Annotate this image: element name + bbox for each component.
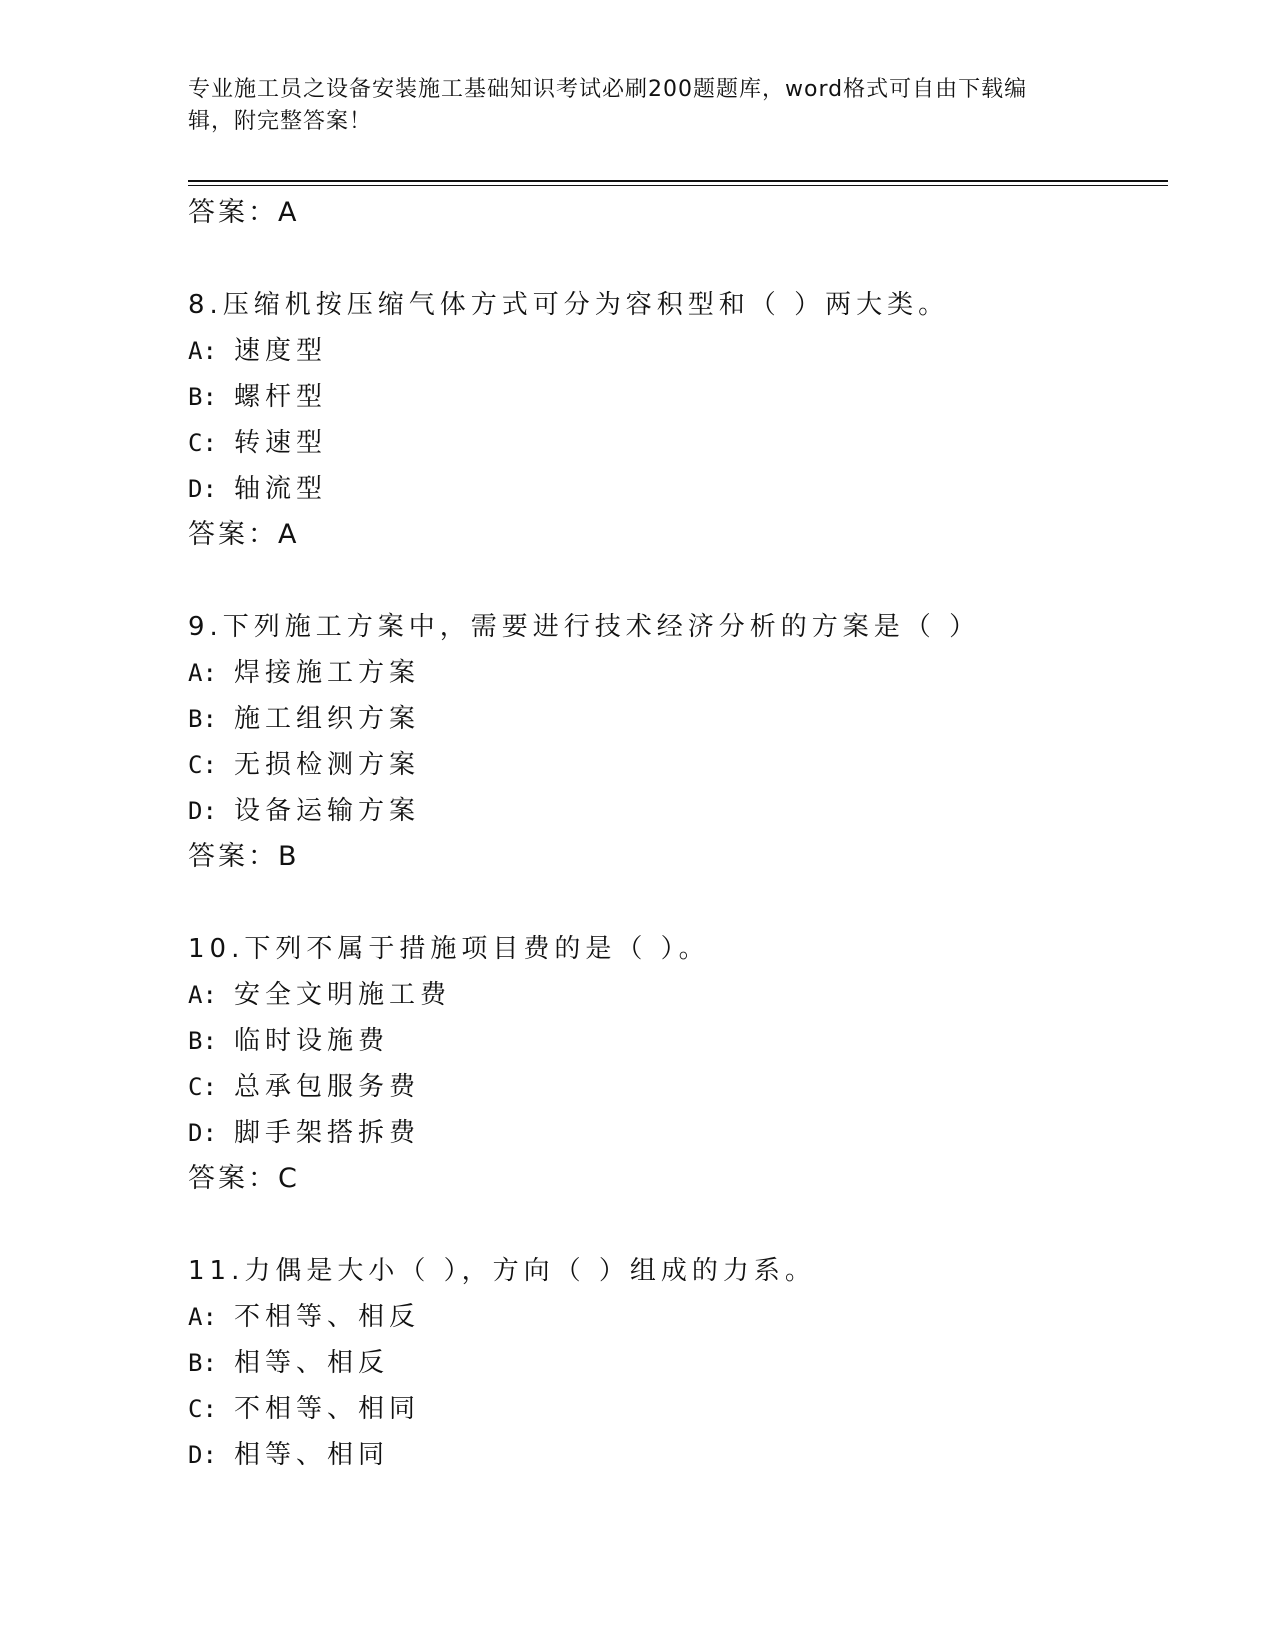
option-letter: A: <box>188 1303 217 1331</box>
option-letter: B: <box>188 383 217 411</box>
document-header: 专业施工员之设备安装施工基础知识考试必刷200题题库，word格式可自由下载编辑，附完整答案！ <box>188 77 1028 134</box>
question-list <box>188 190 1188 1478</box>
question-text: 10.下列不属于措施项目费的是（ ）。 <box>188 934 710 964</box>
option-b <box>188 374 1188 420</box>
answer-line <box>188 190 1188 236</box>
option-text: 相等、相反 <box>234 1348 390 1378</box>
option-c <box>188 1064 1188 1110</box>
option-text: 无损检测方案 <box>234 750 421 780</box>
option-letter: B: <box>188 705 217 733</box>
option-d <box>188 788 1188 834</box>
option-text: 安全文明施工费 <box>234 980 452 1010</box>
answer-value: A <box>278 519 300 550</box>
answer-label: 答案： <box>188 1163 278 1194</box>
option-text: 相等、相同 <box>234 1440 390 1470</box>
answer-value: A <box>278 197 300 228</box>
answer-line <box>188 834 1188 880</box>
option-letter: C: <box>188 1073 217 1101</box>
option-text: 焊接施工方案 <box>234 658 421 688</box>
answer-label: 答案： <box>188 197 278 228</box>
header-divider-thick <box>188 180 1168 182</box>
option-letter: D: <box>188 475 217 503</box>
option-letter: D: <box>188 1119 217 1147</box>
option-text: 转速型 <box>234 428 328 458</box>
option-letter: A: <box>188 659 217 687</box>
answer-value: C <box>278 1163 300 1194</box>
question-text: 9.下列施工方案中，需要进行技术经济分析的方案是（ ） <box>188 612 981 642</box>
answer-label: 答案： <box>188 841 278 872</box>
header-divider-thin <box>188 185 1168 186</box>
option-text: 不相等、相同 <box>234 1394 421 1424</box>
option-text: 总承包服务费 <box>234 1072 421 1102</box>
option-letter: C: <box>188 429 217 457</box>
option-a <box>188 1294 1188 1340</box>
answer-line <box>188 1156 1188 1202</box>
question-text: 8.压缩机按压缩气体方式可分为容积型和（ ）两大类。 <box>188 290 950 320</box>
answer-line <box>188 512 1188 558</box>
option-c <box>188 742 1188 788</box>
option-b <box>188 1018 1188 1064</box>
option-d <box>188 1432 1188 1478</box>
option-letter: C: <box>188 751 217 779</box>
option-a <box>188 650 1188 696</box>
question-text: 11.力偶是大小（ ），方向（ ）组成的力系。 <box>188 1256 816 1286</box>
option-letter: B: <box>188 1349 217 1377</box>
option-c <box>188 1386 1188 1432</box>
option-letter: B: <box>188 1027 217 1055</box>
option-text: 临时设施费 <box>234 1026 390 1056</box>
option-c <box>188 420 1188 466</box>
option-a <box>188 972 1188 1018</box>
option-letter: D: <box>188 1441 217 1469</box>
option-d <box>188 1110 1188 1156</box>
option-text: 脚手架搭拆费 <box>234 1118 421 1148</box>
option-a <box>188 328 1188 374</box>
option-letter: A: <box>188 337 217 365</box>
option-letter: D: <box>188 797 217 825</box>
option-d <box>188 466 1188 512</box>
option-text: 不相等、相反 <box>234 1302 421 1332</box>
option-letter: C: <box>188 1395 217 1423</box>
option-text: 速度型 <box>234 336 328 366</box>
answer-value: B <box>278 841 300 872</box>
option-text: 轴流型 <box>234 474 328 504</box>
option-b <box>188 1340 1188 1386</box>
answer-label: 答案： <box>188 519 278 550</box>
option-text: 施工组织方案 <box>234 704 421 734</box>
option-text: 螺杆型 <box>234 382 328 412</box>
option-letter: A: <box>188 981 217 1009</box>
option-text: 设备运输方案 <box>234 796 421 826</box>
option-b <box>188 696 1188 742</box>
